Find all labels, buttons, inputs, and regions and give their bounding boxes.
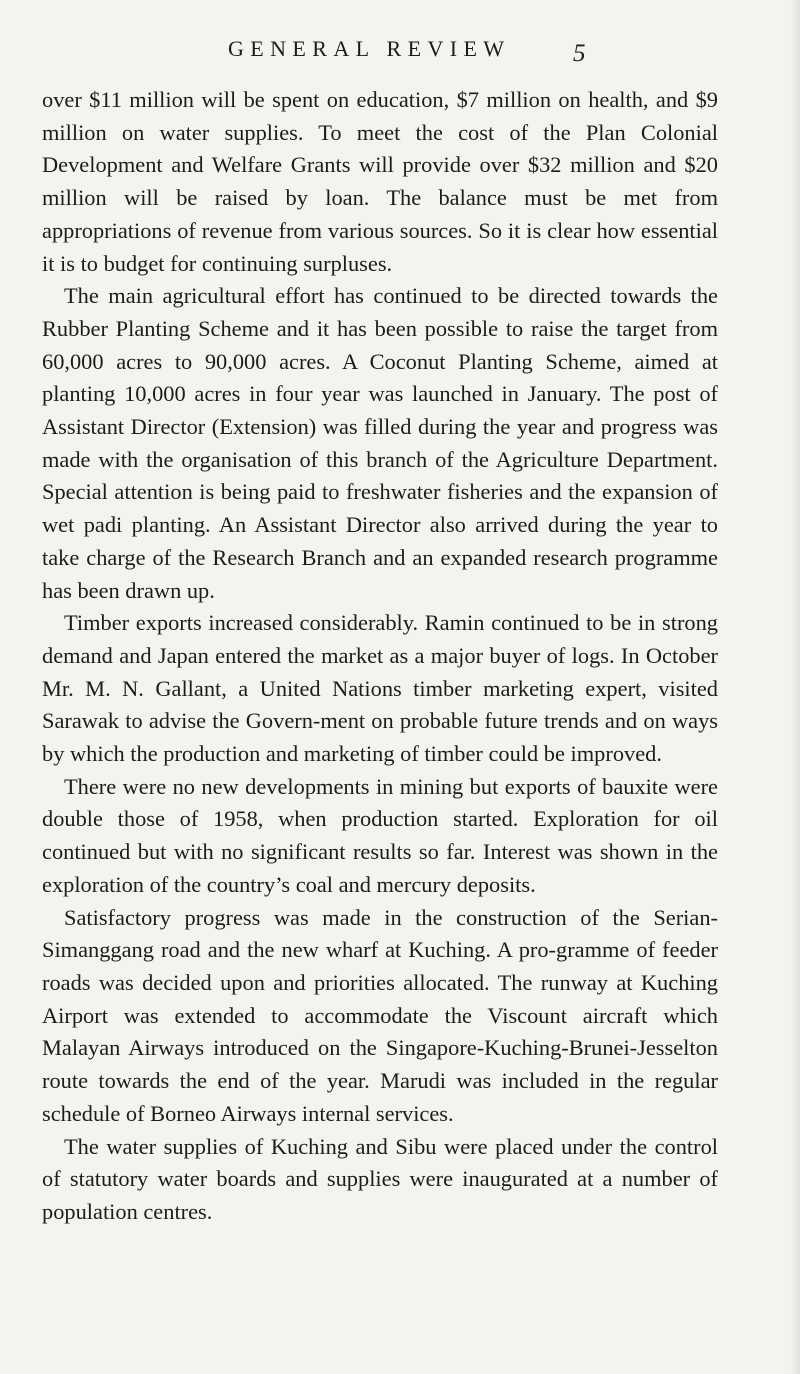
header-title: GENERAL REVIEW xyxy=(228,36,511,61)
page-number: 5 xyxy=(573,40,586,67)
paragraph-transport: Satisfactory progress was made in the construction of the Serian-Simanggang road and the new wharf at Kuching. A pro-gramme of feeder roads was decided upon and priorities allocated. The runway at Kuching Airport was extended to accommodate the Viscount aircraft which Malayan Airways introduced on the Singapore-Kuching-Brunei-Jesselton route towards the end of the year. Marudi was included in the regular schedule of Borneo Airways internal services. xyxy=(42,904,718,1126)
paragraph-agriculture: The main agricultural effort has continued to be directed towards the Rubber Planting Scheme and it has been possible to raise the target from 60,000 acres to 90,000 acres. A Coconut Planting Scheme, aimed at planting 10,000 acres in four year was launched in January. The post of Assistant Director (Extension) was filled during the year and progress was made with the organisation of this branch of the Agriculture Department. Special attention is being paid to freshwater fisheries and the expansion of wet padi planting. An Assistant Director also arrived during the year to take charge of the Research Branch and an expanded research programme has been drawn up. xyxy=(42,283,718,603)
paragraph-timber: Timber exports increased considerably. Ramin continued to be in strong demand and Japan entered the market as a major buyer of logs. In October Mr. M. N. Gallant, a United Nations timber marketing expert, visited Sarawak to advise the Govern-ment on probable future trends and on ways by which the production and marketing of timber could be improved. xyxy=(42,610,718,767)
running-header xyxy=(0,36,800,70)
paragraph-water-supplies: The water supplies of Kuching and Sibu were placed under the control of statutory water boards and supplies were inaugurated at a number of population centres. xyxy=(42,1133,718,1224)
page-edge-shadow xyxy=(790,0,800,1374)
paragraph-mining: There were no new developments in mining but exports of bauxite were double those of 1958, when production started. Exploration for oil continued but with no significant results so far. Interest was shown in the exploration of the country’s coal and mercury deposits. xyxy=(42,773,718,897)
body-text xyxy=(42,84,718,1229)
paragraph-education-funding: over $11 million will be spent on education, $7 million on health, and $9 million on water supplies. To meet the cost of the Plan Colonial Development and Welfare Grants will provide over $32 million and $20 million will be raised by loan. The balance must be met from appropriations of revenue from various sources. So it is clear how essential it is to budget for continuing surpluses. xyxy=(42,87,718,276)
